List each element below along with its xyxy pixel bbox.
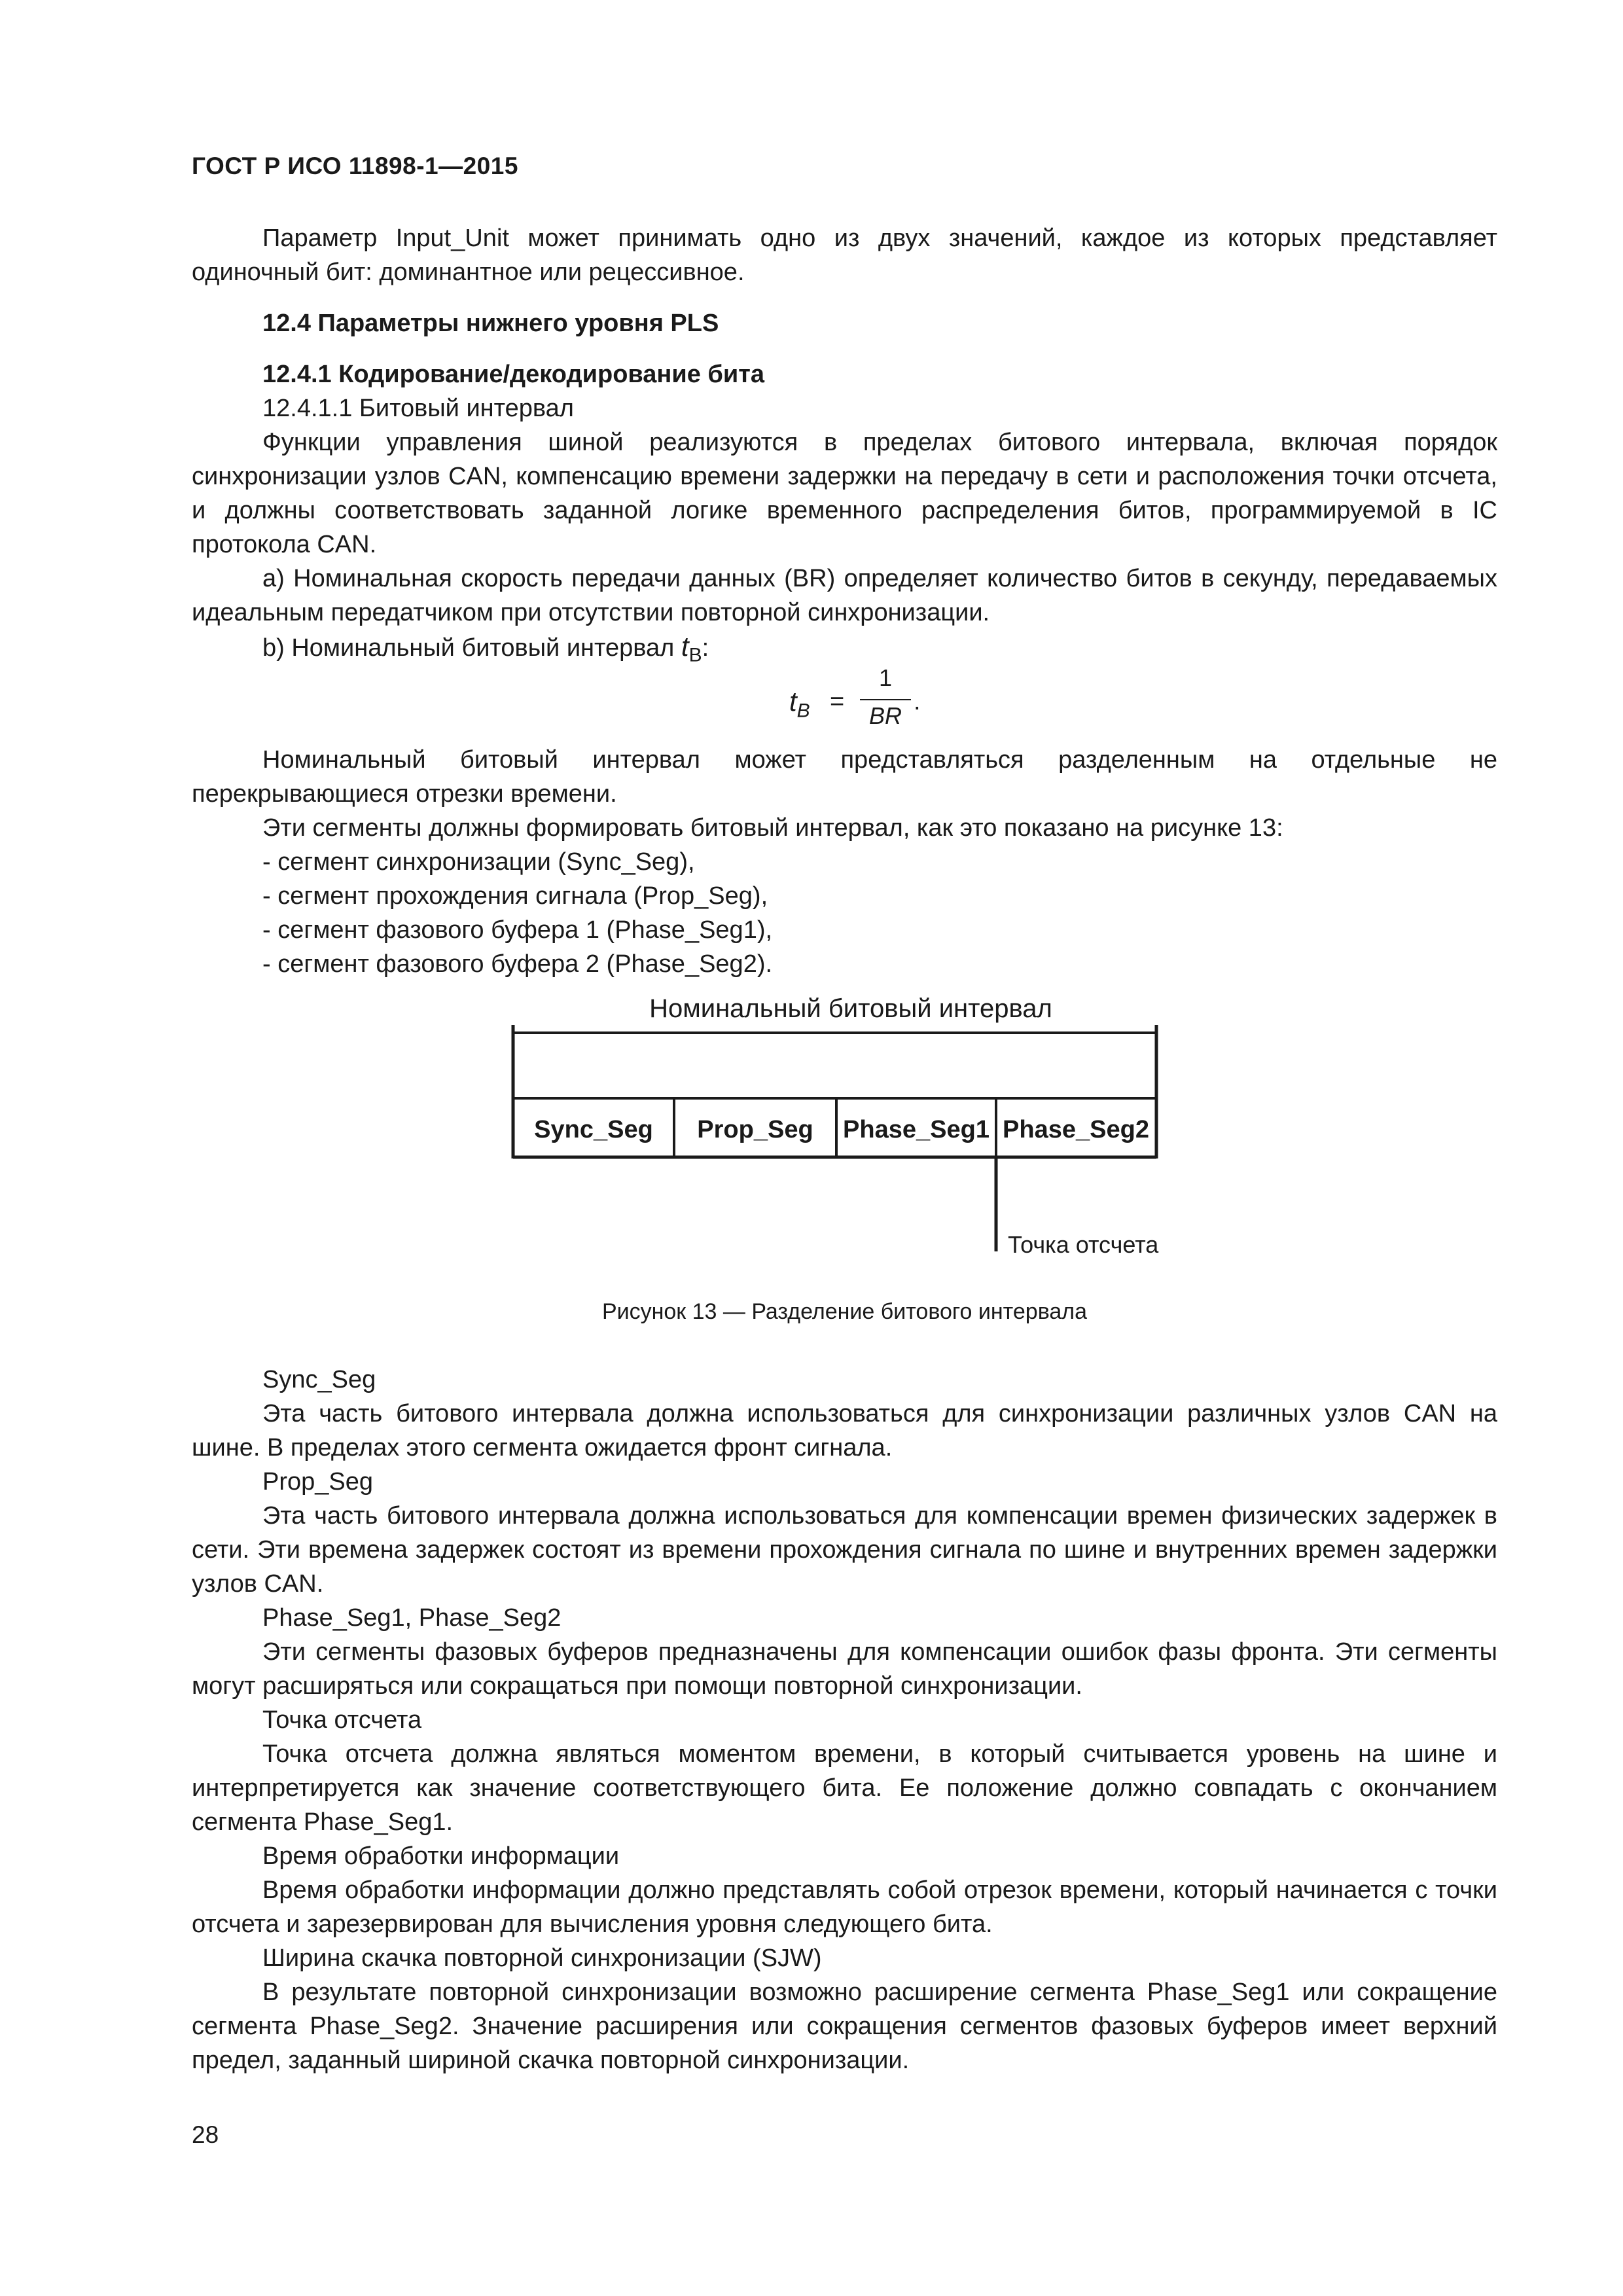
bit-time-formula xyxy=(779,661,936,733)
definition-title-phase-seg: Phase_Seg1, Phase_Seg2 xyxy=(262,1604,562,1632)
paragraph-input-unit: Параметр Input_Unit может принимать одно из двух значений, каждое из которых представляет одиночный бит: доминантное или рецессивное. xyxy=(192,224,1497,286)
sample-point-label: Точка отсчета xyxy=(1008,1231,1159,1258)
bit-interval-variable: t xyxy=(681,631,689,662)
heading-12-4: 12.4 Параметры нижнего уровня PLS xyxy=(262,310,719,337)
standard-header: ГОСТ Р ИСО 11898-1—2015 xyxy=(192,152,518,179)
bit-interval-figure xyxy=(484,988,1178,1263)
segment-phase-seg2: Phase_Seg2 xyxy=(1003,1116,1149,1143)
paragraph-bus-functions: Функции управления шиной реализуются в пределах битового интервала, включая порядок синхронизации узлов CAN, компенсацию времени задержки на передачу в сети и расположения точки отсчета, и должны соответствовать заданной логике временного распределения битов, программируемой в IC протокола CAN. xyxy=(192,429,1497,558)
definition-text-prop-seg: Эта часть битового интервала должна использоваться для компенсации времен физических задержек в сети. Эти времена задержек состоят из времени прохождения сигнала по шине и внутренних времен задержки узлов CAN. xyxy=(192,1502,1497,1598)
figure-title: Номинальный битовый интервал xyxy=(649,994,1052,1023)
segment-phase-seg1: Phase_Seg1 xyxy=(843,1116,990,1143)
figure-caption: Рисунок 13 — Разделение битового интервала xyxy=(601,1299,1088,1324)
list-item: - сегмент фазового буфера 1 (Phase_Seg1), xyxy=(262,916,773,944)
definition-title-sjw: Ширина скачка повторной синхронизации (SJW) xyxy=(262,1945,822,1972)
definition-text-sample-point: Точка отсчета должна являться моментом времени, в который считывается уровень на шине и интерпретируется как значение соответствующего бита. Ее положение должно совпадать с окончанием сегмента Phase_Seg1. xyxy=(192,1740,1497,1836)
definition-text-processing-time: Время обработки информации должно представлять собой отрезок времени, который начинается с точки отсчета и зарезервирован для вычисления уровня следующего бита. xyxy=(192,1876,1497,1938)
segment-prop-seg: Prop_Seg xyxy=(697,1116,813,1143)
bit-interval-text: b) Номинальный битовый интервал xyxy=(262,634,681,662)
formula-lhs: $t_B$ xyxy=(789,686,810,722)
paragraph-segments-intro: Эти сегменты должны формировать битовый интервал, как это показано на рисунке 13: xyxy=(262,814,1283,842)
section-text-top xyxy=(192,221,1497,673)
bit-interval-subscript: B xyxy=(688,644,702,666)
definition-text-sjw: В результате повторной синхронизации возможно расширение сегмента Phase_Seg1 или сокращение сегмента Phase_Seg2. Значение расширения или сокращения сегментов фазовых буферов имеет верхний предел, заданный шириной скачка повторной синхронизации. xyxy=(192,1979,1497,2074)
bit-interval-colon: : xyxy=(702,634,709,662)
list-item: - сегмент фазового буфера 2 (Phase_Seg2). xyxy=(262,950,773,978)
list-item: - сегмент прохождения сигнала (Prop_Seg), xyxy=(262,882,768,910)
definition-title-sync-seg: Sync_Seg xyxy=(262,1366,376,1393)
formula-denominator: BR xyxy=(868,702,902,729)
section-text-definitions xyxy=(192,1363,1497,2077)
formula-equals: = xyxy=(830,688,845,715)
paragraph-nominal-interval: Номинальный битовый интервал может представляться разделенным на отдельные не перекрывающиеся отрезки времени. xyxy=(192,746,1497,808)
definition-text-sync-seg: Эта часть битового интервала должна использоваться для синхронизации различных узлов CAN на шине. В пределах этого сегмента ожидается фронт сигнала. xyxy=(192,1400,1497,1462)
heading-12-4-1: 12.4.1 Кодирование/декодирование бита xyxy=(262,361,764,388)
formula-end: . xyxy=(914,688,921,715)
page-number: 28 xyxy=(192,2121,219,2148)
definition-title-sample-point: Точка отсчета xyxy=(262,1706,422,1734)
definition-text-phase-seg: Эти сегменты фазовых буферов предназначены для компенсации ошибок фазы фронта. Эти сегменты могут расширяться или сокращаться при помощи повторной синхронизации. xyxy=(192,1638,1497,1700)
segment-sync-seg: Sync_Seg xyxy=(534,1116,653,1143)
section-text-segments xyxy=(192,743,1497,981)
definition-title-processing-time: Время обработки информации xyxy=(262,1842,620,1870)
list-item: - сегмент синхронизации (Sync_Seg), xyxy=(262,848,695,876)
heading-12-4-1-1: 12.4.1.1 Битовый интервал xyxy=(262,395,574,422)
paragraph-bit-rate: a) Номинальная скорость передачи данных (BR) определяет количество битов в секунду, передаваемых идеальным передатчиком при отсутствии повторной синхронизации. xyxy=(192,565,1497,626)
definition-title-prop-seg: Prop_Seg xyxy=(262,1468,374,1496)
formula-numerator: 1 xyxy=(878,664,893,691)
